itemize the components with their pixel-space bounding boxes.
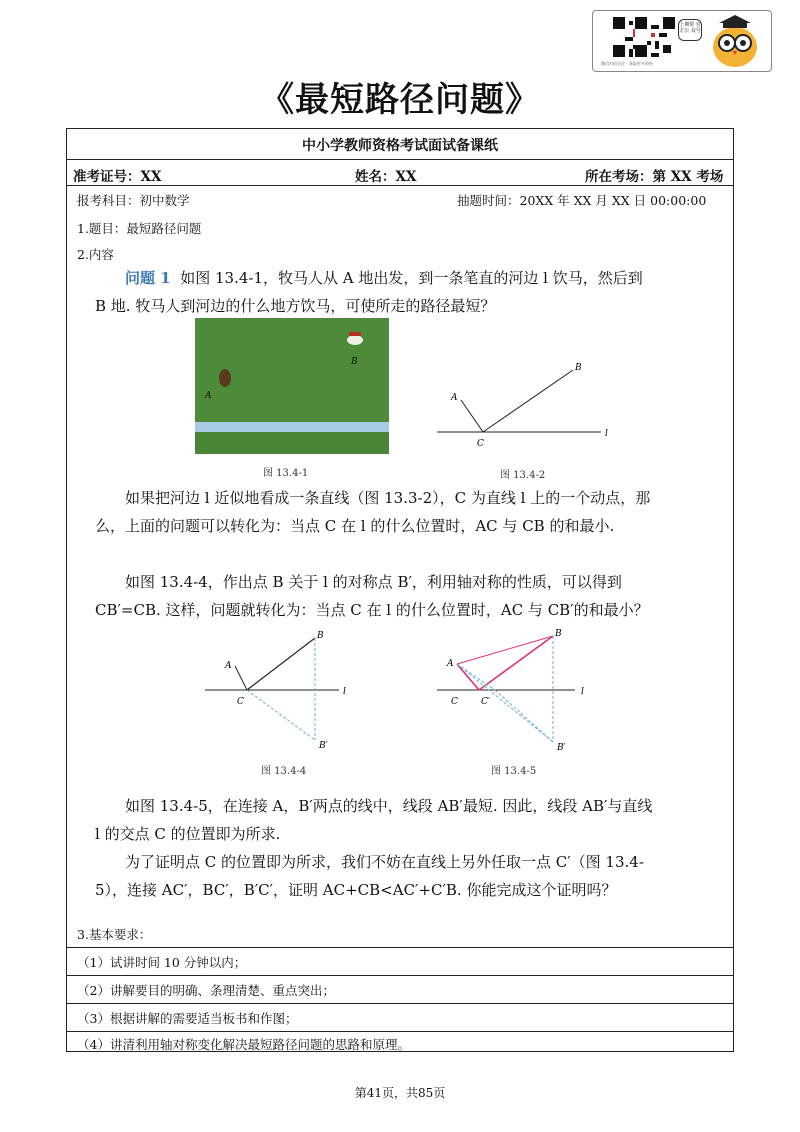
content-heading: 2.内容 [77,247,114,262]
point-a-label: A [451,393,458,403]
line-l-label: l [605,429,608,439]
paragraph-5: 为了证明点 C 的位置即为所求，我们不妨在直线上另外任取一点 C′（图 13.4-5），连接 AC′，BC′，B′C′，证明 AC+CB<AC′+C′B. 你能完成这个证明吗？ [95,853,644,899]
paragraph-2: 如果把河边 l 近似地看成一条直线（图 13.3-2），C 为直线 l 上的一个动点，那么，上面的问题可以转化为：当点 C 在 l 的什么位置时，AC 与 CB 的和最小. [95,489,651,535]
fig2-caption: 图 13.4-2 [500,470,546,481]
requirement-item: （4）讲清利用轴对称变化解决最短路径问题的思路和原理。 [77,1037,410,1052]
exam-venue: 所在考场：第 XX 考场 [585,169,724,185]
qr-badge [592,10,772,72]
fig-13-4-2 [435,354,615,450]
fig-13-4-5 [435,626,595,752]
requirement-item: （1）试讲时间 10 分钟以内； [77,955,247,970]
admission-number: 准考证号：XX [73,169,162,185]
owl-mascot-icon [705,13,765,69]
fig4-caption: 图 13.4-4 [261,766,307,777]
point-b-prime-label: B′ [319,741,328,751]
requirements-heading: 3.基本要求： [77,927,152,942]
form-header: 中小学教师资格考试面试备课纸 [67,129,733,160]
candidate-name: 姓名：XX [355,169,417,185]
candidate-info-row [67,159,733,186]
exam-subject: 报考科目：初中数学 [77,193,190,208]
point-a-label: A [225,661,232,671]
paragraph-4: 如图 13.4-5，在连接 A，B′两点的线中，线段 AB′最短. 因此，线段 AB′与直线 l 的交点 C 的位置即为所求. [95,797,653,843]
line-l-label: l [581,687,584,697]
divider [67,1031,733,1032]
draw-time: 抽题时间：20XX 年 XX 月 XX 日 00:00:00 [457,193,707,208]
requirement-item: （2）讲解要目的明确、条理清楚、重点突出； [77,983,335,998]
speech-bubble: 上期带 官方公 众号 [678,19,702,41]
page-footer: 第41页，共85页 [354,1086,446,1100]
problem-paragraph [95,264,655,320]
point-b-prime-label: B′ [557,743,566,752]
divider [67,1003,733,1004]
river-photo-figure [195,318,389,454]
point-c-label: C [237,697,244,707]
requirement-item: （3）根据讲解的需要适当板书和作图； [77,1011,298,1026]
qr-code-icon [635,17,675,57]
divider [67,975,733,976]
point-b-label: B [575,363,582,373]
point-b-label: B [351,357,358,367]
divider [67,947,733,948]
line-l-label: l [343,687,346,697]
point-b-label: B [317,631,324,641]
fig5-caption: 图 13.4-5 [491,766,537,777]
fig-13-4-4 [205,626,365,752]
point-a-label: A [205,391,212,401]
problem-text: 如图 13.4-1，牧马人从 A 地出发，到一条笔直的河边 l 饮马，然后到 B 地. 牧马人到河边的什么地方饮马，可使所走的路径最短？ [95,269,643,315]
problem-tag: 问题 1 [125,269,171,287]
point-c-label: C [477,439,484,449]
point-c-label: C [451,697,458,707]
point-c-prime-label: C′ [481,697,490,707]
fig1-caption: 图 13.4-1 [263,468,309,479]
topic-line: 1.题目：最短路径问题 [77,221,202,236]
page-title: 《最短路径问题》 [260,80,540,120]
point-a-label: A [447,659,454,669]
paragraph-3: 如图 13.4-4，作出点 B 关于 l 的对称点 B′，利用轴对称的性质，可以得到 CB′=CB. 这样，问题就转化为：当点 C 在 l 的什么位置时，AC 与 CB′的和最小？ [95,573,649,619]
point-b-label: B [555,629,562,639]
badge-fine-print: 微信扫码关注 · 获取更多资料 [601,61,653,66]
